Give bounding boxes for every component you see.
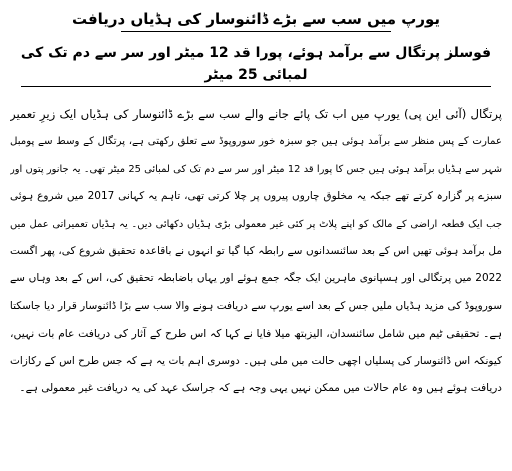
body-line: مل برآمد ہوئی تھیں اس کے بعد سائنسدانوں سے رابطہ کیا گیا تو انہوں نے باقاعدہ تحقیق شروع کی، پھر اگست <box>10 245 502 258</box>
subheadline: فوسلز پرتگال سے برآمد ہوئے، پورا قد 12 میٹر اور سر سے دم تک کی لمبائی 25 میٹر <box>20 45 492 83</box>
body-line: دریافت ہوئے ہیں وہ عام حالات میں ممکن نہیں یہی وجہ ہے کہ جراسک عہد کی یہ دریافت غیر معمولی ہے۔ <box>19 382 502 395</box>
body-line: جب ایک قطعہ اراضی کے مالک کو اپنے پلاٹ پر کئی غیر معمولی بڑی ہڈیاں دکھائی دیں۔ یہ ہڈیاں تعمیراتی عمل میں <box>10 218 502 230</box>
body-line: ہے۔ تحقیقی ٹیم میں شامل سائنسدان، الیزبتھ میلا فایا نے کہا کہ اس طرح کے آثار کی دریافت عام بات نہیں، <box>10 327 502 341</box>
body-line: سبزے پر گزارہ کرتے تھے جبکہ یہ مخلوق چاروں پیروں پر چلا کرتی تھی، تاہم یہ کہانی 2017 میں شروع ہوئی <box>10 190 502 203</box>
body-line: پرتگال (آئی این پی) یورپ میں اب تک پائے جانے والے سب سے بڑے ڈائنوسار کی ہڈیاں ایک زیرِ تعمیر <box>10 107 502 121</box>
body-line: عمارت کے پس منظر سے برآمد ہوئی ہیں جو سبزہ خور سوروپوڈ سے تعلق رکھتی ہے، پرتگال کے وسط سے پومبل <box>10 136 502 148</box>
headline-underline <box>121 31 391 32</box>
body-line: سوروپوڈ کی مزید ہڈیاں ملیں جس کے بعد اسے یورپ سے دریافت ہونے والا سب سے بڑا ڈائنوسار قرار دیا جاسکتا <box>10 299 502 312</box>
body-line: شہر سے ہڈیاں برآمد ہوئی ہیں جس کا پورا قد 12 میٹر اور سر سے دم تک کی لمبائی 25 میٹر تھی۔ یہ جانور پتوں اور <box>10 163 502 175</box>
headline: یورپ میں سب سے بڑے ڈائنوسار کی ہڈیاں دریافت <box>71 10 441 28</box>
article-body <box>10 101 502 402</box>
body-line: 2022 میں پرتگالی اور ہسپانوی ماہرین ایک جگہ جمع ہوئے اور یہاں باضابطہ تحقیق کی، اس کے بعد وہاں سے <box>10 272 502 285</box>
subheadline-underline <box>21 86 491 87</box>
body-line: کیونکہ اس ڈائنوسار کی پسلیاں اچھی حالت میں ملی ہیں۔ دوسری اہم بات یہ ہے کہ جس طرح اس کے رکازات <box>10 354 502 367</box>
